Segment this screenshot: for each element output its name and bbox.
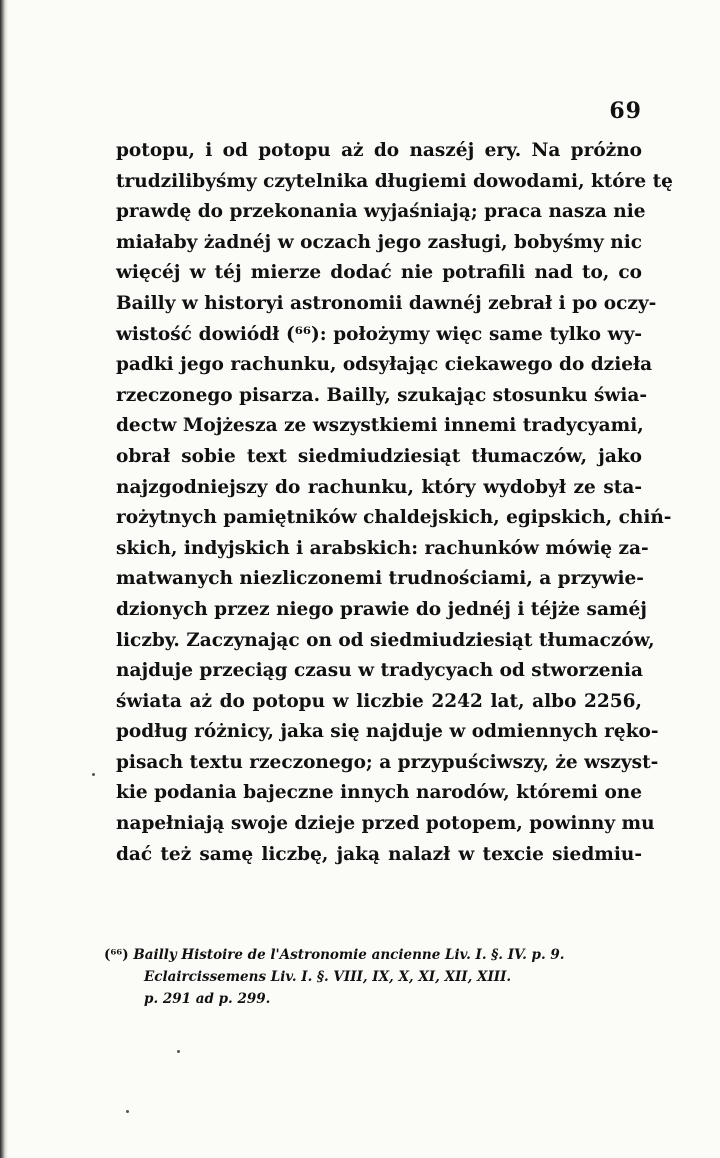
text-line: kie podania bajeczne innych narodów, któremi one (116, 782, 642, 804)
footnote-line (104, 966, 634, 988)
footnote-line (104, 988, 634, 1010)
text-line: najduje przeciąg czasu w tradycyach od stworzenia (116, 660, 644, 682)
footnote-marker: (⁶⁶) (104, 947, 129, 963)
text-line: Bailly w historyi astronomii dawnéj zebrał i po oczy- (116, 292, 657, 314)
paper-speck (177, 1050, 180, 1053)
text-line: rzeczonego pisarza. Bailly, szukając stosunku świa- (116, 384, 648, 406)
text-line: dectw Mojżesza ze wszystkiemi innemi tradycyami, (116, 415, 644, 437)
paper-speck (92, 773, 95, 776)
text-line: miałaby żadnéj w oczach jego zasługi, bobyśmy nic (116, 231, 642, 253)
text-line: liczby. Zaczynając on od siedmiudziesiąt tłumaczów, (116, 629, 655, 651)
text-line: rożytnych pamiętników chaldejskich, egipskich, chiń- (116, 507, 672, 529)
text-line: więcéj w téj mierze dodać nie potrafili nad to, co (116, 262, 642, 284)
page-number: 69 (609, 98, 642, 124)
text-line: dać też samę liczbę, jaką nalazł w texcie siedmiu- (116, 843, 642, 865)
body-text (116, 136, 673, 870)
footnote-text: Bailly Histoire de l'Astronomie ancienne Liv. I. §. IV. p. 9. (133, 947, 565, 963)
text-line: wistość dowiódł (⁶⁶): położymy więc same tylko wy- (116, 323, 642, 345)
text-line: napełniają swoje dzieje przed potopem, powinny mu (116, 813, 655, 835)
footnote-text: Eclaircissemens Liv. I. §. VIII, IX, X, XI, XII, XIII. (144, 969, 512, 985)
footnote-text: p. 291 ad p. 299. (144, 991, 271, 1007)
text-line: świata aż do potopu w liczbie 2242 lat, albo 2256, (116, 690, 642, 712)
text-line: padki jego rachunku, odsyłając ciekawego do dzieła (116, 354, 653, 376)
text-line: trudzilibyśmy czytelnika długiemi dowodami, które tę (116, 170, 673, 192)
footnote (104, 944, 634, 1010)
text-line: pisach textu rzeczonego; a przypuściwszy, że wszyst- (116, 751, 659, 773)
text-line: dzionych przez niego prawie do jednéj i téjże saméj (116, 598, 647, 620)
text-line: prawdę do przekonania wyjaśniają; praca nasza nie (116, 201, 646, 223)
text-line: skich, indyjskich i arabskich: rachunków mówię za- (116, 537, 649, 559)
page-binding-edge (0, 0, 8, 1158)
text-line: matwanych niezliczonemi trudnościami, a przywie- (116, 568, 644, 590)
text-line: obrał sobie text siedmiudziesiąt tłumaczów, jako (116, 445, 642, 467)
text-line: potopu, i od potopu aż do naszéj ery. Na próżno (116, 140, 642, 161)
text-line: najzgodniejszy do rachunku, który wydobył ze sta- (116, 476, 642, 498)
paper-speck (126, 1110, 129, 1113)
footnote-line (104, 944, 634, 966)
text-line: podług różnicy, jaka się najduje w odmiennych ręko- (116, 721, 659, 743)
